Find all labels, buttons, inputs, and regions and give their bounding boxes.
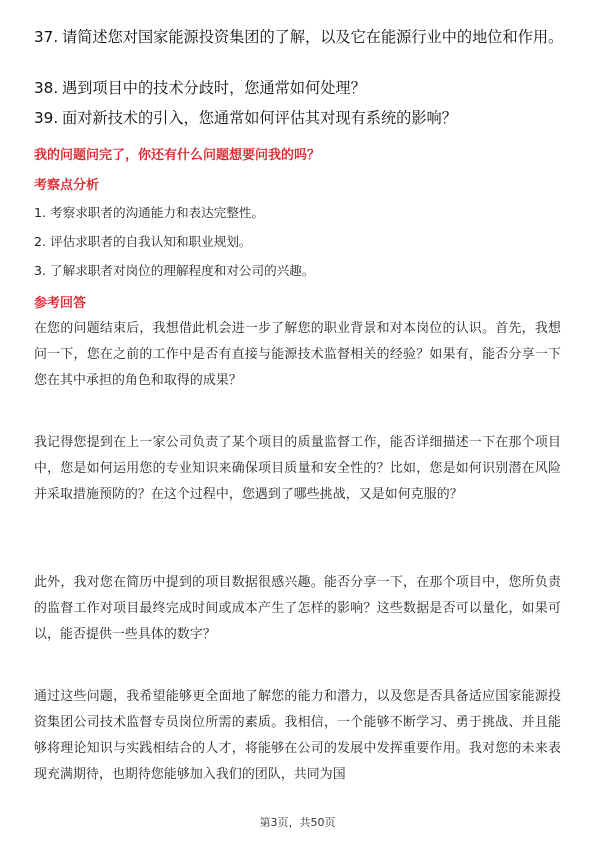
analysis-item: 3. 了解求职者对岗位的理解程度和对公司的兴趣。: [34, 263, 315, 278]
answer-paragraph: 通过这些问题，我希望能够更全面地了解您的能力和潜力，以及您是否具备适应国家能源投资集团公司技术监督专员岗位所需的素质。我相信，一个能够不断学习、勇于挑战、并且能够将理论知识与实践相结合的人才，将能够在公司的发展中发挥重要作用。我对您的未来表现充满期待，也期待您能够加入我们的团队，共同为国: [34, 689, 561, 782]
analysis-heading: 考察点分析: [34, 178, 100, 193]
answer-heading: 参考回答: [34, 296, 87, 311]
page-footer: 第3页，共50页: [259, 816, 336, 829]
question-number: 37.: [34, 28, 59, 46]
question-text: 请简述您对国家能源投资集团的了解，以及它在能源行业中的地位和作用。: [62, 28, 564, 46]
analysis-item: 1. 考察求职者的沟通能力和表达完整性。: [34, 205, 265, 220]
question-number: 39.: [34, 109, 59, 127]
question-number: 38.: [34, 79, 59, 97]
question-text: 遇到项目中的技术分歧时，您通常如何处理？: [62, 79, 366, 97]
analysis-item: 2. 评估求职者的自我认知和职业规划。: [34, 234, 252, 249]
question-text: 面对新技术的引入，您通常如何评估其对现有系统的影响？: [62, 109, 457, 127]
question-37: [34, 26, 564, 49]
answer-paragraph: 在您的问题结束后，我想借此机会进一步了解您的职业背景和对本岗位的认识。首先，我想问一下，您在之前的工作中是否有直接与能源技术监督相关的经验？如果有，能否分享一下您在其中承担的角色和取得的成果？: [34, 321, 561, 388]
section-title: 我的问题问完了，你还有什么问题想要问我的吗？: [34, 148, 321, 163]
answer-paragraph: 此外，我对您在简历中提到的项目数据很感兴趣。能否分享一下，在那个项目中，您所负责的监督工作对项目最终完成时间或成本产生了怎样的影响？这些数据是否可以量化，如果可以，能否提供一些具体的数字？: [34, 575, 561, 642]
question-38: [34, 77, 564, 100]
question-39: [34, 107, 564, 130]
answer-paragraph: 我记得您提到在上一家公司负责了某个项目的质量监督工作，能否详细描述一下在那个项目中，您是如何运用您的专业知识来确保项目质量和安全性的？比如，您是如何识别潜在风险并采取措施预防的？在这个过程中，您遇到了哪些挑战，又是如何克服的？: [34, 435, 561, 502]
